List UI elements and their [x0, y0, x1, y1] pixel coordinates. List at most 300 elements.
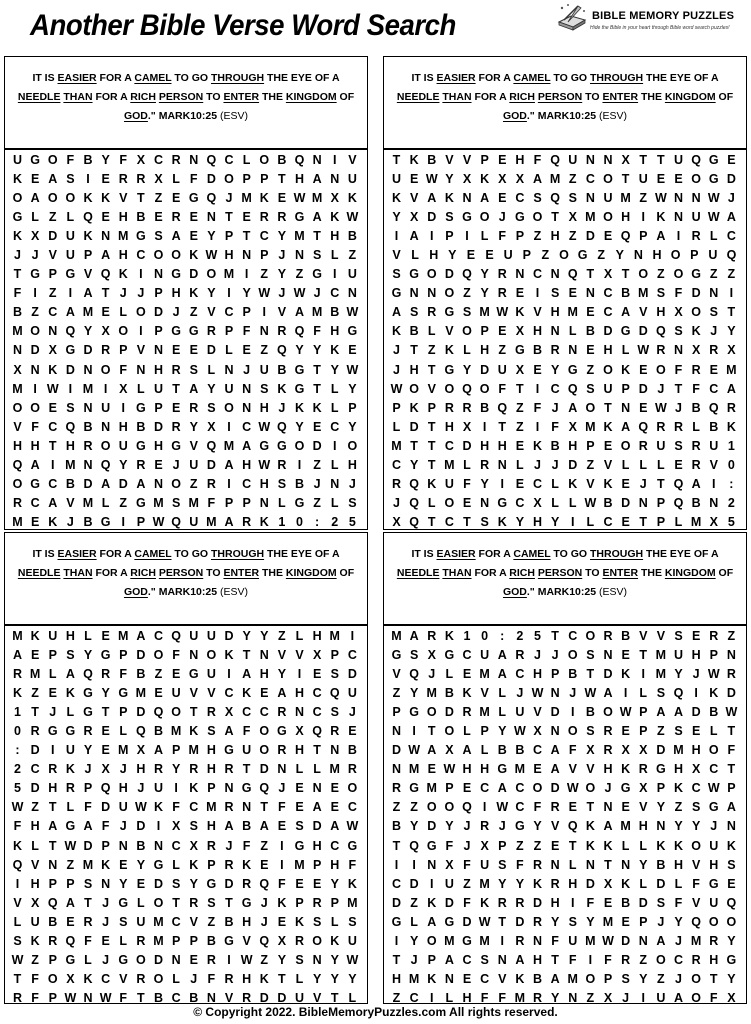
grid-letter[interactable]: R [136, 972, 146, 987]
grid-letter[interactable]: D [603, 324, 613, 339]
grid-letter[interactable]: V [207, 305, 216, 320]
grid-letter[interactable]: C [532, 267, 543, 282]
grid-letter[interactable]: B [277, 362, 287, 377]
grid-letter[interactable]: G [391, 647, 402, 662]
grid-letter[interactable]: C [568, 628, 578, 643]
grid-letter[interactable]: J [278, 248, 286, 263]
grid-letter[interactable]: Y [480, 477, 489, 492]
grid-letter[interactable]: S [207, 895, 216, 910]
grid-letter[interactable]: K [259, 972, 269, 987]
grid-letter[interactable]: L [207, 362, 216, 377]
grid-letter[interactable]: L [137, 895, 145, 910]
grid-letter[interactable]: M [82, 857, 94, 872]
grid-letter[interactable]: Z [392, 991, 401, 1006]
grid-letter[interactable]: J [66, 515, 74, 530]
grid-letter[interactable]: S [586, 724, 595, 739]
grid-letter[interactable]: A [391, 305, 402, 320]
grid-letter[interactable]: K [347, 190, 357, 205]
grid-letter[interactable]: I [535, 419, 540, 434]
grid-letter[interactable]: N [294, 248, 305, 263]
grid-letter[interactable]: X [392, 515, 401, 530]
grid-letter[interactable]: T [727, 305, 736, 320]
grid-letter[interactable]: X [101, 762, 110, 777]
grid-letter[interactable]: H [30, 876, 40, 891]
grid-letter[interactable]: N [101, 228, 111, 243]
grid-letter[interactable]: H [294, 685, 305, 700]
grid-letter[interactable]: G [294, 209, 305, 224]
grid-letter[interactable]: R [673, 419, 684, 434]
grid-letter[interactable]: F [463, 857, 471, 872]
grid-letter[interactable]: D [691, 286, 701, 301]
grid-letter[interactable]: W [725, 704, 738, 719]
grid-letter[interactable]: I [139, 324, 143, 339]
grid-letter[interactable]: Y [448, 248, 457, 263]
grid-letter[interactable]: G [136, 228, 146, 243]
grid-letter[interactable]: O [620, 438, 631, 453]
grid-letter[interactable]: E [154, 458, 163, 473]
grid-letter[interactable]: U [497, 362, 507, 377]
grid-letter[interactable]: L [119, 305, 128, 320]
grid-letter[interactable]: J [225, 190, 233, 205]
grid-letter[interactable]: P [224, 228, 234, 243]
grid-letter[interactable]: T [313, 228, 321, 243]
grid-letter[interactable]: U [503, 248, 513, 263]
grid-letter[interactable]: Z [410, 895, 418, 910]
grid-letter[interactable]: N [638, 934, 648, 949]
grid-letter[interactable]: O [118, 324, 129, 339]
grid-letter[interactable]: U [294, 991, 305, 1006]
grid-letter[interactable]: C [515, 496, 525, 511]
grid-letter[interactable]: P [312, 857, 322, 872]
grid-letter[interactable]: M [294, 857, 305, 872]
grid-letter[interactable]: F [278, 876, 286, 891]
grid-letter[interactable]: B [585, 324, 595, 339]
grid-letter[interactable]: Q [708, 400, 719, 415]
grid-letter[interactable]: G [656, 762, 666, 777]
grid-letter[interactable]: H [673, 762, 684, 777]
grid-letter[interactable]: 2 [727, 496, 735, 511]
grid-letter[interactable]: E [568, 286, 577, 301]
grid-letter[interactable]: L [498, 685, 507, 700]
grid-letter[interactable]: Z [189, 305, 198, 320]
grid-letter[interactable]: C [347, 800, 357, 815]
grid-letter[interactable]: C [153, 152, 164, 167]
grid-letter[interactable]: S [533, 190, 542, 205]
grid-letter[interactable]: D [30, 743, 40, 758]
grid-letter[interactable]: W [619, 704, 632, 719]
grid-letter[interactable]: Q [550, 152, 560, 167]
grid-letter[interactable]: S [480, 515, 489, 530]
grid-letter[interactable]: G [171, 438, 181, 453]
grid-letter[interactable]: O [532, 781, 543, 796]
grid-letter[interactable]: Q [691, 152, 701, 167]
grid-letter[interactable]: Q [12, 458, 23, 473]
grid-letter[interactable]: W [11, 953, 24, 968]
grid-letter[interactable]: L [568, 324, 577, 339]
grid-letter[interactable]: J [710, 819, 718, 834]
grid-letter[interactable]: Z [586, 991, 595, 1006]
grid-letter[interactable]: Y [348, 381, 357, 396]
grid-letter[interactable]: U [171, 685, 181, 700]
grid-letter[interactable]: J [393, 496, 400, 511]
grid-letter[interactable]: M [391, 438, 402, 453]
grid-letter[interactable]: F [498, 228, 507, 243]
grid-letter[interactable]: E [533, 762, 542, 777]
grid-letter[interactable]: D [409, 876, 419, 891]
grid-letter[interactable]: I [430, 876, 434, 891]
grid-letter[interactable]: K [83, 190, 93, 205]
grid-letter[interactable]: U [347, 685, 357, 700]
grid-letter[interactable]: U [603, 190, 613, 205]
grid-letter[interactable]: B [497, 743, 507, 758]
grid-letter[interactable]: J [604, 781, 612, 796]
grid-letter[interactable]: F [692, 876, 700, 891]
grid-letter[interactable]: H [532, 324, 543, 339]
grid-letter[interactable]: Z [260, 343, 269, 358]
grid-letter[interactable]: X [154, 171, 163, 186]
grid-letter[interactable]: Z [313, 458, 321, 473]
grid-letter[interactable]: I [174, 781, 178, 796]
grid-letter[interactable]: T [242, 762, 251, 777]
grid-letter[interactable]: R [550, 800, 560, 815]
grid-letter[interactable]: T [242, 228, 251, 243]
grid-letter[interactable]: S [295, 953, 304, 968]
grid-letter[interactable]: N [550, 324, 560, 339]
grid-letter[interactable]: F [189, 171, 198, 186]
grid-letter[interactable]: D [391, 895, 402, 910]
grid-letter[interactable]: L [639, 458, 648, 473]
grid-letter[interactable]: T [330, 991, 339, 1006]
grid-letter[interactable]: I [588, 953, 593, 968]
grid-letter[interactable]: P [66, 876, 75, 891]
grid-letter[interactable]: O [65, 190, 76, 205]
grid-letter[interactable]: R [101, 666, 111, 681]
grid-letter[interactable]: C [409, 991, 419, 1006]
grid-letter[interactable]: B [515, 743, 525, 758]
grid-letter[interactable]: U [259, 362, 269, 377]
grid-letter[interactable]: Z [48, 209, 57, 224]
grid-letter[interactable]: F [551, 419, 559, 434]
grid-letter[interactable]: H [153, 438, 164, 453]
grid-letter[interactable]: M [444, 934, 455, 949]
grid-letter[interactable]: N [550, 724, 560, 739]
grid-letter[interactable]: H [444, 419, 454, 434]
grid-letter[interactable]: Z [568, 171, 577, 186]
grid-letter[interactable]: Y [445, 819, 454, 834]
grid-letter[interactable]: G [277, 438, 287, 453]
grid-letter[interactable]: K [427, 972, 437, 987]
grid-letter[interactable]: S [66, 647, 75, 662]
grid-letter[interactable]: P [119, 647, 128, 662]
grid-letter[interactable]: N [532, 934, 543, 949]
grid-letter[interactable]: D [206, 171, 216, 186]
grid-letter[interactable]: R [153, 762, 164, 777]
grid-letter[interactable]: N [206, 991, 216, 1006]
grid-letter[interactable]: V [639, 800, 648, 815]
grid-letter[interactable]: D [515, 914, 525, 929]
grid-letter[interactable]: M [620, 819, 631, 834]
grid-letter[interactable]: J [639, 477, 647, 492]
grid-letter[interactable]: J [675, 972, 682, 987]
grid-letter[interactable]: N [48, 857, 58, 872]
grid-letter[interactable]: X [691, 343, 701, 358]
grid-letter[interactable]: R [48, 934, 58, 949]
grid-letter[interactable]: J [622, 991, 630, 1006]
grid-letter[interactable]: D [550, 704, 560, 719]
grid-letter[interactable]: D [638, 381, 648, 396]
grid-letter[interactable]: Z [568, 228, 577, 243]
grid-letter[interactable]: R [550, 343, 560, 358]
grid-letter[interactable]: O [171, 248, 181, 263]
grid-letter[interactable]: E [101, 724, 110, 739]
grid-letter[interactable]: G [259, 438, 270, 453]
grid-letter[interactable]: Z [657, 724, 665, 739]
grid-letter[interactable]: N [312, 781, 322, 796]
grid-letter[interactable]: E [330, 800, 339, 815]
grid-letter[interactable]: T [172, 895, 180, 910]
grid-letter[interactable]: F [498, 381, 507, 396]
grid-letter[interactable]: U [206, 666, 216, 681]
grid-letter[interactable]: C [726, 228, 736, 243]
grid-letter[interactable]: C [709, 762, 719, 777]
grid-letter[interactable]: N [294, 704, 305, 719]
grid-letter[interactable]: R [550, 876, 560, 891]
grid-letter[interactable]: I [571, 515, 575, 530]
grid-letter[interactable]: L [639, 876, 648, 891]
grid-letter[interactable]: I [500, 934, 504, 949]
grid-letter[interactable]: Z [463, 876, 471, 891]
grid-letter[interactable]: E [101, 209, 110, 224]
grid-letter[interactable]: B [83, 419, 93, 434]
grid-letter[interactable]: W [134, 800, 147, 815]
grid-letter[interactable]: F [207, 972, 216, 987]
grid-letter[interactable]: M [655, 666, 667, 681]
grid-letter[interactable]: C [242, 704, 252, 719]
grid-letter[interactable]: E [101, 743, 110, 758]
grid-letter[interactable]: J [463, 819, 471, 834]
grid-letter[interactable]: L [463, 343, 471, 358]
grid-letter[interactable]: M [479, 305, 490, 320]
grid-letter[interactable]: N [83, 400, 93, 415]
grid-letter[interactable]: H [118, 209, 128, 224]
grid-letter[interactable]: D [48, 228, 58, 243]
grid-letter[interactable]: D [153, 953, 164, 968]
grid-letter[interactable]: W [408, 743, 421, 758]
grid-letter[interactable]: K [621, 876, 631, 891]
grid-letter[interactable]: E [277, 190, 287, 205]
grid-letter[interactable]: K [101, 857, 111, 872]
grid-letter[interactable]: D [480, 362, 490, 377]
grid-letter[interactable]: E [30, 515, 40, 530]
grid-letter[interactable]: G [100, 647, 111, 662]
grid-letter[interactable]: Q [259, 876, 270, 891]
grid-letter[interactable]: H [330, 857, 340, 872]
grid-letter[interactable]: D [585, 228, 595, 243]
grid-letter[interactable]: L [330, 914, 339, 929]
grid-letter[interactable]: E [171, 343, 181, 358]
grid-letter[interactable]: S [171, 496, 181, 511]
grid-letter[interactable]: E [171, 400, 181, 415]
grid-letter[interactable]: N [83, 362, 93, 377]
grid-letter[interactable]: E [727, 152, 736, 167]
grid-letter[interactable]: R [691, 953, 701, 968]
grid-letter[interactable]: X [533, 496, 542, 511]
grid-letter[interactable]: Z [597, 248, 606, 263]
grid-letter[interactable]: A [153, 743, 164, 758]
grid-letter[interactable]: C [330, 286, 340, 301]
grid-letter[interactable]: A [224, 819, 234, 834]
grid-letter[interactable]: D [83, 343, 93, 358]
grid-letter[interactable]: P [207, 781, 216, 796]
grid-letter[interactable]: Q [206, 190, 217, 205]
grid-letter[interactable]: G [577, 248, 588, 263]
grid-letter[interactable]: T [604, 857, 612, 872]
grid-letter[interactable]: L [674, 515, 683, 530]
grid-letter[interactable]: M [118, 628, 129, 643]
grid-letter[interactable]: K [673, 838, 684, 853]
grid-letter[interactable]: Y [480, 286, 489, 301]
grid-letter[interactable]: V [409, 190, 419, 205]
grid-letter[interactable]: Q [567, 267, 578, 282]
grid-letter[interactable]: O [426, 934, 437, 949]
grid-letter[interactable]: F [533, 800, 542, 815]
grid-letter[interactable]: W [425, 171, 438, 186]
grid-letter[interactable]: G [83, 685, 93, 700]
grid-letter[interactable]: D [153, 876, 164, 891]
grid-letter[interactable]: X [621, 152, 630, 167]
grid-letter[interactable]: R [83, 914, 93, 929]
grid-letter[interactable]: S [656, 685, 666, 700]
grid-letter[interactable]: L [551, 477, 559, 492]
grid-letter[interactable]: J [348, 477, 356, 492]
grid-letter[interactable]: V [550, 819, 560, 834]
grid-letter[interactable]: X [330, 190, 339, 205]
grid-letter[interactable]: K [427, 477, 437, 492]
grid-letter[interactable]: G [65, 724, 76, 739]
grid-letter[interactable]: Z [260, 953, 269, 968]
grid-letter[interactable]: A [550, 743, 560, 758]
grid-letter[interactable]: E [260, 685, 269, 700]
grid-letter[interactable]: N [277, 762, 287, 777]
grid-letter[interactable]: B [206, 934, 216, 949]
grid-letter[interactable]: K [12, 171, 23, 186]
grid-letter[interactable]: M [188, 743, 199, 758]
grid-letter[interactable]: X [568, 419, 577, 434]
grid-letter[interactable]: B [136, 666, 146, 681]
grid-letter[interactable]: Y [330, 953, 339, 968]
grid-letter[interactable]: D [153, 419, 164, 434]
grid-letter[interactable]: N [259, 324, 269, 339]
grid-letter[interactable]: E [101, 305, 110, 320]
grid-letter[interactable]: Z [427, 343, 436, 358]
grid-letter[interactable]: T [427, 438, 436, 453]
grid-letter[interactable]: G [171, 324, 181, 339]
grid-letter[interactable]: Q [100, 781, 111, 796]
grid-letter[interactable]: O [656, 953, 666, 968]
grid-letter[interactable]: D [136, 704, 146, 719]
grid-letter[interactable]: R [101, 343, 111, 358]
grid-letter[interactable]: Q [83, 666, 93, 681]
grid-letter[interactable]: D [118, 477, 128, 492]
grid-letter[interactable]: J [278, 781, 286, 796]
grid-letter[interactable]: S [727, 857, 736, 872]
grid-letter[interactable]: G [462, 209, 472, 224]
grid-letter[interactable]: H [462, 991, 472, 1006]
grid-letter[interactable]: E [101, 171, 110, 186]
grid-letter[interactable]: L [709, 724, 718, 739]
grid-letter[interactable]: P [639, 704, 648, 719]
grid-letter[interactable]: O [153, 895, 164, 910]
grid-letter[interactable]: G [83, 704, 93, 719]
grid-letter[interactable]: O [670, 248, 681, 263]
grid-letter[interactable]: D [656, 876, 666, 891]
grid-letter[interactable]: Q [100, 458, 111, 473]
grid-letter[interactable]: A [726, 381, 736, 396]
grid-letter[interactable]: B [409, 324, 419, 339]
grid-letter[interactable]: R [656, 343, 666, 358]
grid-letter[interactable]: P [586, 438, 595, 453]
grid-letter[interactable]: A [294, 305, 305, 320]
grid-letter[interactable]: D [726, 685, 736, 700]
grid-letter[interactable]: R [242, 515, 252, 530]
grid-letter[interactable]: H [259, 666, 269, 681]
grid-letter[interactable]: R [497, 286, 507, 301]
grid-letter[interactable]: Q [171, 628, 181, 643]
grid-letter[interactable]: T [621, 171, 630, 186]
grid-letter[interactable]: O [347, 438, 358, 453]
grid-letter[interactable]: T [189, 704, 198, 719]
grid-letter[interactable]: S [330, 704, 339, 719]
grid-letter[interactable]: G [391, 914, 402, 929]
grid-letter[interactable]: G [708, 171, 719, 186]
grid-letter[interactable]: W [707, 209, 720, 224]
grid-letter[interactable]: U [224, 381, 234, 396]
grid-letter[interactable]: H [136, 762, 146, 777]
grid-letter[interactable]: N [153, 267, 164, 282]
grid-letter[interactable]: K [189, 857, 199, 872]
grid-letter[interactable]: Y [615, 248, 624, 263]
grid-letter[interactable]: M [567, 305, 578, 320]
grid-letter[interactable]: M [153, 496, 164, 511]
grid-letter[interactable]: L [137, 381, 145, 396]
grid-letter[interactable]: U [206, 628, 216, 643]
grid-letter[interactable]: L [498, 704, 507, 719]
grid-letter[interactable]: E [295, 800, 304, 815]
grid-letter[interactable]: P [690, 248, 699, 263]
grid-letter[interactable]: C [30, 762, 40, 777]
grid-letter[interactable]: A [532, 171, 543, 186]
grid-letter[interactable]: P [154, 400, 163, 415]
grid-letter[interactable]: A [550, 762, 560, 777]
grid-letter[interactable]: B [621, 628, 631, 643]
grid-letter[interactable]: T [709, 972, 718, 987]
grid-letter[interactable]: G [100, 515, 111, 530]
grid-letter[interactable]: L [119, 934, 128, 949]
grid-letter[interactable]: D [726, 171, 736, 186]
grid-letter[interactable]: R [206, 953, 216, 968]
grid-letter[interactable]: N [189, 647, 199, 662]
grid-letter[interactable]: J [569, 685, 577, 700]
grid-letter[interactable]: G [294, 838, 305, 853]
grid-letter[interactable]: H [550, 305, 560, 320]
grid-letter[interactable]: U [444, 876, 454, 891]
grid-letter[interactable]: P [48, 953, 57, 968]
grid-letter[interactable]: P [330, 895, 339, 910]
grid-letter[interactable]: O [171, 477, 181, 492]
grid-letter[interactable]: D [568, 458, 578, 473]
grid-letter[interactable]: G [136, 438, 146, 453]
grid-letter[interactable]: K [444, 343, 454, 358]
